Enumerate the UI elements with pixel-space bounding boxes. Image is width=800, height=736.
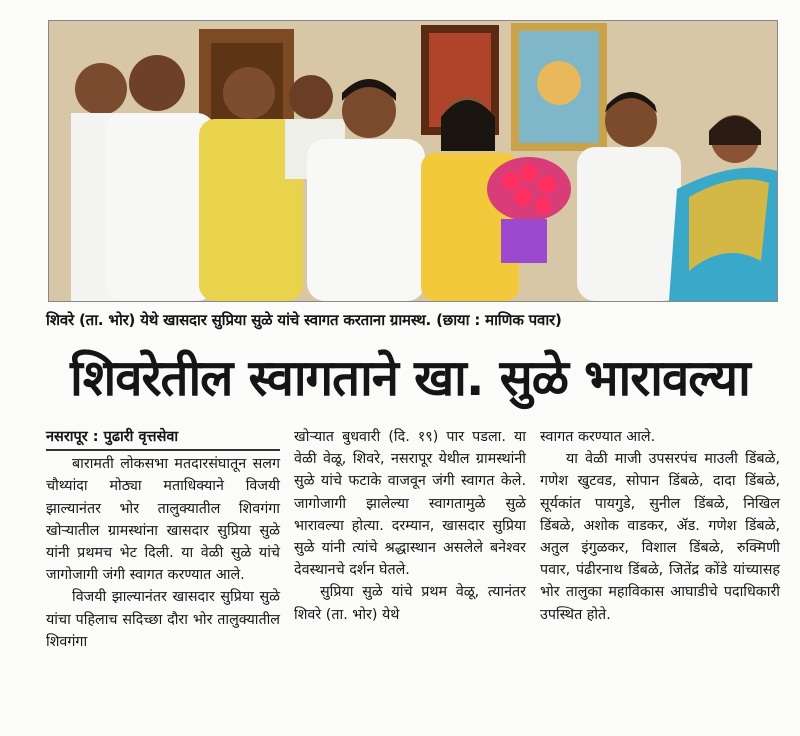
article-column-3 bbox=[540, 426, 780, 722]
group-welcome-photo bbox=[49, 21, 777, 301]
photo-caption: शिवरे (ता. भोर) येथे खासदार सुप्रिया सुळे यांचे स्वागत करताना ग्रामस्थ. (छाया : माणिक पवार) bbox=[46, 311, 562, 329]
dateline-rule bbox=[46, 449, 280, 451]
headline: शिवरेतील स्वागताने खा. सुळे भारावल्या bbox=[70, 349, 750, 407]
article-column-2 bbox=[294, 426, 526, 722]
paragraph: बारामती लोकसभा मतदारसंघातून सलग चौथ्यांदा मोठ्या मताधिक्याने विजयी झाल्यानंतर भोर तालुक्यातील शिवगंगा खोऱ्यातील ग्रामस्थांना खासदार सुप्रिया सुळे यांनी प्रथमच भेट दिली. या वेळी सुळे यांचे जागोजागी जंगी स्वागत करण्यात आले. bbox=[46, 456, 280, 584]
paragraph: सुप्रिया सुळे यांचे प्रथम वेळू, त्यानंतर शिवरे (ता. भोर) येथे bbox=[294, 584, 526, 623]
paragraph: खोऱ्यात बुधवारी (दि. १९) पार पडला. या वेळी वेळू, शिवरे, नसरापूर येथील ग्रामस्थांनी सुळे यांचे फटाके वाजवून जंगी स्वागत केले. जागोजागी झालेल्या स्वागतामुळे सुळे भारावल्या होत्या. दरम्यान, खासदार सुप्रिया सुळे यांनी त्यांचे श्रद्धास्थान असलेले बनेश्वर देवस्थानचे दर्शन घेतले. bbox=[294, 429, 526, 579]
article-body bbox=[46, 426, 780, 722]
paragraph: या वेळी माजी उपसरपंच माउली डिंबळे, गणेश खुटवड, सोपान डिंबळे, दादा डिंबळे, सूर्यकांत पायगुडे, सुनील डिंबळे, निखिल डिंबळे, अशोक वाडकर, ॲड. गणेश डिंबळे, अतुल इंगुळकर, विशाल डिंबळे, रुक्मिणी पवार, पंढीरनाथ डिंबळे, जितेंद्र कोंडे यांच्यासह भोर तालुका महाविकास आघाडीचे पदाधिकारी उपस्थित होते. bbox=[540, 451, 780, 623]
news-photo bbox=[48, 20, 778, 302]
paragraph: स्वागत करण्यात आले. bbox=[540, 429, 656, 445]
article-column-1 bbox=[46, 426, 280, 722]
paragraph: विजयी झाल्यानंतर खासदार सुप्रिया सुळे यांचा पहिलाच सदिच्छा दौरा भोर तालुक्यातील शिवगंगा bbox=[46, 589, 280, 650]
dateline: नसरापूर : पुढारी वृत्तसेवा bbox=[46, 429, 179, 445]
